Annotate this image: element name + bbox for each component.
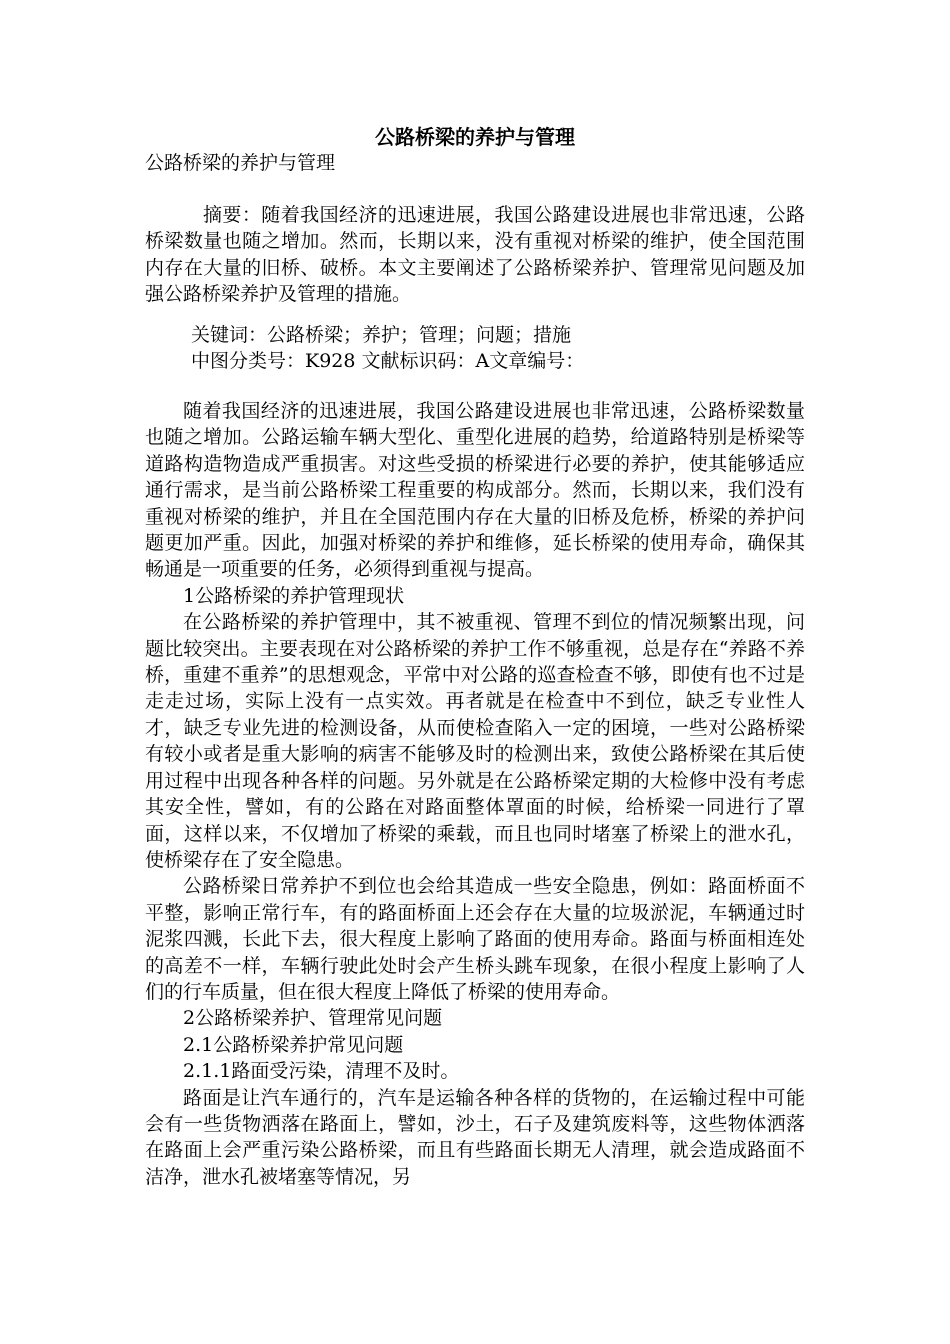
section-heading: 1公路桥梁的养护管理现状 bbox=[183, 584, 405, 607]
classification-line: 中图分类号：K928 文献标识码：A文章编号： bbox=[191, 350, 585, 373]
body-paragraph: 公路桥梁日常养护不到位也会给其造成一些安全隐患，例如：路面桥面不平整，影响正常行车，有的路面桥面上还会存在大量的垃圾淤泥，车辆通过时泥浆四溅，长此下去，很大程度上影响了路面的使用寿命。路面与桥面相连处的高差不一样，车辆行驶此处时会产生桥头跳车现象，在很小程度上影响了人们的行车质量，但在很大程度上降低了桥梁的使用寿命。 bbox=[145, 875, 805, 1003]
body-paragraph: 在公路桥梁的养护管理中，其不被重视、管理不到位的情况频繁出现，问题比较突出。主要表现在对公路桥梁的养护工作不够重视，总是存在“养路不养桥，重建不重养”的思想观念，平常中对公路的巡查检查不够，即使有也不过是走走过场，实际上没有一点实效。再者就是在检查中不到位，缺乏专业性人才，缺乏专业先进的检测设备，从而使检查陷入一定的困境，一些对公路桥梁有较小或者是重大影响的病害不能够及时的检测出来，致使公路桥梁在其后使用过程中出现各种各样的问题。另外就是在公路桥梁定期的大检修中没有考虑其安全性，譬如，有的公路在对路面整体罩面的时候，给桥梁一同进行了罩面，这样以来，不仅增加了桥梁的乘载，而且也同时堵塞了桥梁上的泄水孔，使桥梁存在了安全隐患。 bbox=[145, 611, 805, 871]
abstract-paragraph: 摘要：随着我国经济的迅速进展，我国公路建设进展也非常迅速，公路桥梁数量也随之增加。然而，长期以来，没有重视对桥梁的维护，使全国范围内存在大量的旧桥、破桥。本文主要阐述了公路桥梁养护、管理常见问题及加强公路桥梁养护及管理的措施。 bbox=[145, 204, 805, 306]
abstract-block bbox=[145, 202, 805, 308]
subsubsection-heading: 2.1.1路面受污染，清理不及时。 bbox=[183, 1060, 460, 1083]
document-title: 公路桥梁的养护与管理 bbox=[375, 125, 575, 149]
document-subtitle: 公路桥梁的养护与管理 bbox=[145, 152, 336, 174]
body-paragraph: 路面是让汽车通行的，汽车是运输各种各样的货物的，在运输过程中可能会有一些货物洒落在路面上，譬如，沙土，石子及建筑废料等，这些物体洒落在路面上会严重污染公路桥梁，而且有些路面长期无人清理，就会造成路面不洁净，泄水孔被堵塞等情况，另 bbox=[145, 1086, 805, 1188]
header-block bbox=[145, 150, 805, 176]
body-paragraph: 随着我国经济的迅速进展，我国公路建设进展也非常迅速，公路桥梁数量也随之增加。公路运输车辆大型化、重型化进展的趋势，给道路特别是桥梁等道路构造物造成严重损害。对这些受损的桥梁进行必要的养护，使其能够适应通行需求，是当前公路桥梁工程重要的构成部分。然而，长期以来，我们没有重视对桥梁的维护，并且在全国范围内存在大量的旧桥及危桥，桥梁的养护问题更加严重。因此，加强对桥梁的养护和维修，延长桥梁的使用寿命，确保其畅通是一项重要的任务，必须得到重视与提高。 bbox=[145, 400, 805, 581]
section-heading: 2公路桥梁养护、管理常见问题 bbox=[183, 1007, 443, 1030]
keywords-line: 关键词：公路桥梁；养护；管理；问题；措施 bbox=[191, 324, 572, 346]
body-block bbox=[145, 398, 805, 1190]
subsection-heading: 2.1公路桥梁养护常见问题 bbox=[183, 1033, 404, 1056]
meta-block bbox=[145, 322, 805, 375]
